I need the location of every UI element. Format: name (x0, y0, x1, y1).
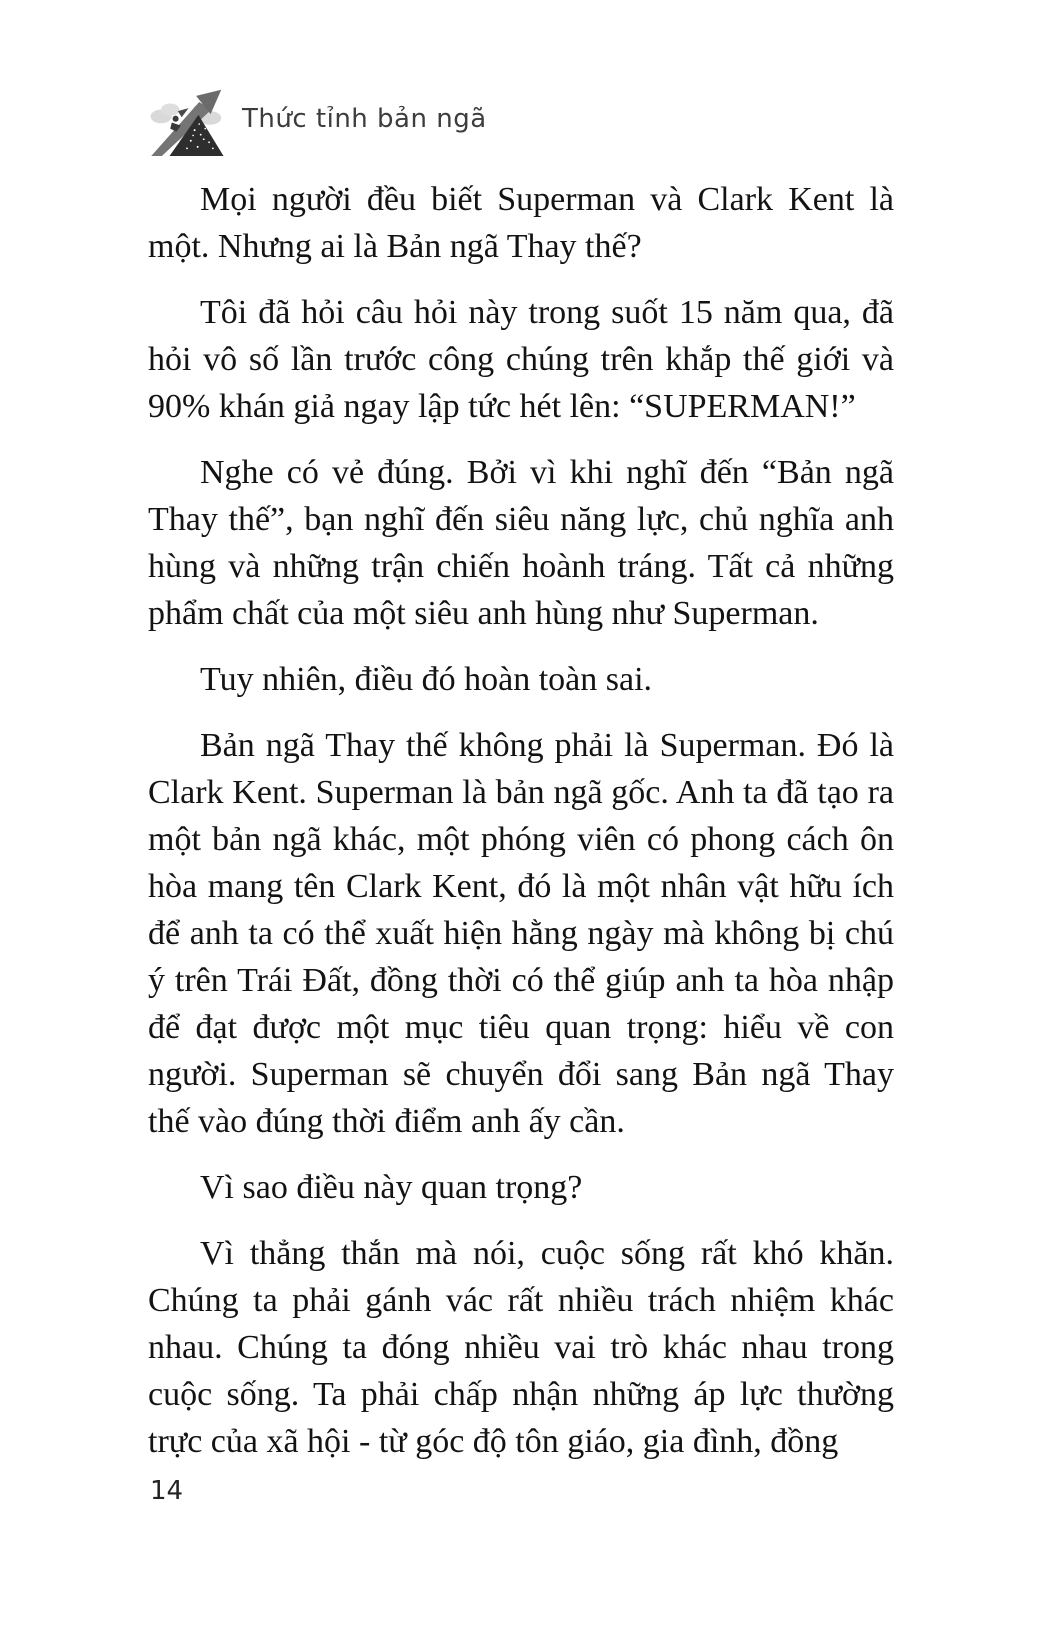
paragraph: Tôi đã hỏi câu hỏi này trong suốt 15 năm qua, đã hỏi vô số lần trước công chúng trên khắp thế giới và 90% khán giả ngay lập tức hét lên: “SUPERMAN!” (148, 294, 894, 425)
page-header (148, 86, 487, 156)
running-head-title: Thức tỉnh bản ngã (242, 104, 487, 134)
mountain-climb-arrow-icon (148, 86, 226, 156)
paragraph: Bản ngã Thay thế không phải là Superman. Đó là Clark Kent. Superman là bản ngã gốc. Anh ta đã tạo ra một bản ngã khác, một phóng viên có phong cách ôn hòa mang tên Clark Kent, đó là một nhân vật hữu ích để anh ta có thể xuất hiện hằng ngày mà không bị chú ý trên Trái Đất, đồng thời có thể giúp anh ta hòa nhập để đạt được một mục tiêu quan trọng: hiểu về con người. Superman sẽ chuyển đổi sang Bản ngã Thay thế vào đúng thời điểm anh ấy cần. (148, 727, 894, 1140)
paragraph: Tuy nhiên, điều đó hoàn toàn sai. (200, 661, 653, 698)
paragraph: Vì sao điều này quan trọng? (200, 1169, 583, 1206)
paragraph: Vì thẳng thắn mà nói, cuộc sống rất khó khăn. Chúng ta phải gánh vác rất nhiều trách nhiệm khác nhau. Chúng ta đóng nhiều vai trò khác nhau trong cuộc sống. Ta phải chấp nhận những áp lực thường trực của xã hội - từ góc độ tôn giáo, gia đình, đồng (148, 1235, 894, 1460)
text-block (148, 176, 894, 1484)
paragraph: Nghe có vẻ đúng. Bởi vì khi nghĩ đến “Bản ngã Thay thế”, bạn nghĩ đến siêu năng lực, chủ nghĩa anh hùng và những trận chiến hoành tráng. Tất cả những phẩm chất của một siêu anh hùng như Superman. (148, 454, 894, 632)
paragraph: Mọi người đều biết Superman và Clark Kent là một. Nhưng ai là Bản ngã Thay thế? (148, 181, 894, 265)
page-number: 14 (150, 1476, 184, 1506)
